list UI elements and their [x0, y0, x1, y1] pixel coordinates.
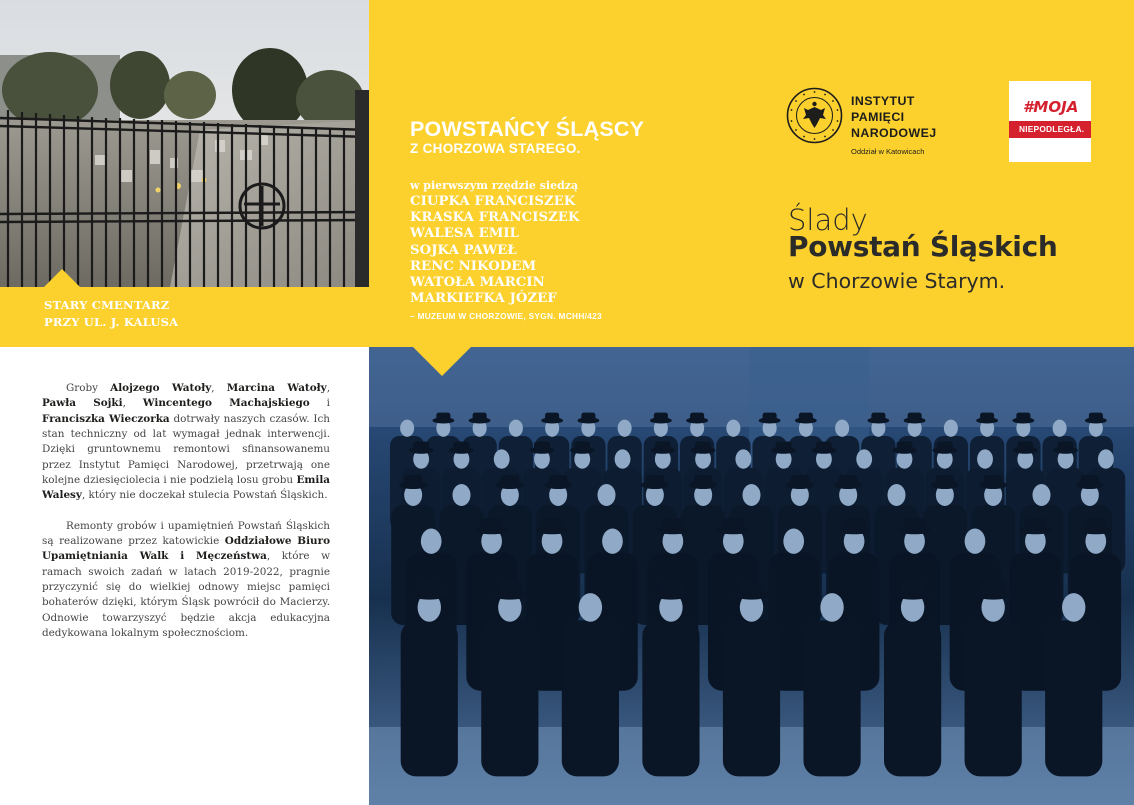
person-face — [965, 529, 986, 554]
person-hat — [549, 475, 567, 485]
bold-name: Pawła Sojki — [42, 397, 123, 410]
person-hat — [534, 441, 550, 450]
person-hat — [1085, 518, 1106, 530]
person-face — [726, 420, 740, 437]
photo-source-note: – MUZEUM W CHORZOWIE, SYGN. MCHH/423 — [410, 311, 602, 321]
person-hat — [663, 518, 684, 530]
person-face — [400, 420, 414, 437]
person-body — [965, 620, 1022, 776]
text-run: , — [122, 397, 143, 410]
list-item: KRASKA FRANCISZEK — [410, 210, 580, 226]
person-face — [1062, 593, 1085, 622]
text-run: Groby — [66, 382, 111, 394]
person-hat — [1081, 475, 1099, 485]
person-body — [401, 620, 458, 776]
person-hat — [980, 413, 994, 421]
person-face — [1033, 484, 1051, 506]
person-body — [642, 620, 699, 776]
person-face — [618, 420, 632, 437]
list-item: CIUPKA FRANCISZEK — [410, 194, 576, 209]
text-run: dotrwały naszych czasów. Ich stan techniczny od lat wymagał jednak interwencji. Dzięki gruntownemu remontowi sfinansowanemu przez Instytut Pamięci Narodowej, przetrwają one kolejne dziesięciolecia i nie podzielą losu grobu — [42, 412, 331, 487]
person-hat — [581, 413, 595, 421]
bold-name: Franciszka Wieczorka — [42, 412, 170, 425]
person-hat — [740, 581, 763, 594]
person-hat — [816, 441, 832, 450]
person-hat — [418, 581, 441, 594]
main-title-line1: Ślady — [788, 203, 868, 237]
photo-notch — [412, 346, 472, 376]
text-run: i — [309, 397, 330, 410]
cemetery-photo — [0, 0, 369, 287]
person-face — [602, 529, 623, 554]
body-paragraph-1 — [42, 381, 330, 504]
ipn-name-line3: NARODOWEJ — [851, 126, 937, 140]
person-hat — [937, 441, 953, 450]
ipn-branch: Oddział w Katowicach — [851, 147, 925, 156]
person-face — [1053, 420, 1067, 437]
list-item: MARKIEFKA JÓZEF — [410, 291, 557, 307]
person-body — [803, 620, 860, 776]
text-run: Remonty grobów i upamiętnień Powstań Śląskich są realizowane przez katowickie — [42, 519, 330, 548]
person-hat — [936, 475, 954, 485]
moja-sub: NIEPODLEGŁA. — [1019, 124, 1085, 134]
ipn-name-line2: PAMIĘCI — [851, 110, 905, 124]
person-body — [884, 620, 941, 776]
body-paragraph-2 — [42, 519, 330, 642]
person-hat — [839, 475, 857, 485]
body-text — [42, 381, 330, 642]
person-face — [977, 449, 993, 468]
person-hat — [473, 413, 487, 421]
person-hat — [901, 581, 924, 594]
person-face — [856, 449, 872, 468]
person-face — [820, 593, 843, 622]
ipn-seal-logo — [786, 87, 843, 144]
names-list — [410, 194, 580, 307]
person-face — [615, 449, 631, 468]
person-face — [783, 529, 804, 554]
person-hat — [871, 413, 885, 421]
list-item: WALESA EMIL — [410, 226, 520, 242]
group-photo — [369, 347, 1134, 805]
person-hat — [655, 441, 671, 450]
person-hat — [984, 475, 1002, 485]
bold-name: Wincentego Machajskiego — [142, 397, 310, 410]
person-hat — [908, 413, 922, 421]
person-hat — [776, 441, 792, 450]
group-subtitle: Z CHORZOWA STAREGO. — [410, 141, 581, 156]
person-hat — [1017, 441, 1033, 450]
main-title-line2: Powstań Śląskich — [788, 230, 1058, 263]
person-face — [944, 420, 958, 437]
bold-name: Oddziałowe Biuro Upamiętniania Walk i Męczeństwa — [42, 535, 330, 563]
person-face — [579, 593, 602, 622]
person-hat — [844, 518, 865, 530]
person-hat — [646, 475, 664, 485]
person-hat — [897, 441, 913, 450]
list-item: SOJKA PAWEŁ — [410, 242, 517, 258]
person-body — [562, 620, 619, 776]
person-hat — [1025, 518, 1046, 530]
bold-name: Alojzego Watoły — [110, 382, 212, 394]
person-hat — [659, 581, 682, 594]
person-face — [494, 449, 510, 468]
person-hat — [981, 581, 1004, 594]
main-title-line3: w Chorzowie Starym. — [788, 269, 1006, 293]
person-hat — [791, 475, 809, 485]
person-face — [888, 484, 906, 506]
text-run: , który nie doczekał stulecia Powstań Śląskich. — [81, 489, 328, 502]
person-body — [723, 620, 780, 776]
person-hat — [1089, 413, 1103, 421]
bold-name: Emila Walesy — [42, 474, 330, 502]
person-hat — [453, 441, 469, 450]
person-face — [421, 529, 442, 554]
caption-notch — [44, 269, 80, 287]
person-hat — [1016, 413, 1030, 421]
person-face — [735, 449, 751, 468]
person-face — [509, 420, 523, 437]
person-hat — [481, 518, 502, 530]
person-hat — [695, 441, 711, 450]
person-hat — [1058, 441, 1074, 450]
bold-name: Marcina Watoły — [226, 382, 327, 394]
person-face — [453, 484, 471, 506]
person-hat — [763, 413, 777, 421]
text-run: , — [326, 382, 330, 394]
person-hat — [574, 441, 590, 450]
person-hat — [694, 475, 712, 485]
cemetery-caption-line1: STARY CMENTARZ — [44, 298, 170, 312]
moja-niepodlegla-logo — [1009, 81, 1091, 162]
person-body — [1045, 620, 1102, 776]
list-item: RENC NIKODEM — [410, 258, 537, 274]
person-hat — [904, 518, 925, 530]
person-face — [743, 484, 761, 506]
person-hat — [542, 518, 563, 530]
person-face — [598, 484, 616, 506]
person-hat — [436, 413, 450, 421]
person-hat — [501, 475, 519, 485]
person-hat — [690, 413, 704, 421]
text-run: , — [211, 382, 227, 394]
moja-tag: #MOJA — [1023, 98, 1079, 116]
cemetery-caption-line2: PRZY UL. J. KALUSA — [44, 315, 179, 329]
ipn-name-line1: INSTYTUT — [851, 94, 915, 108]
person-hat — [498, 581, 521, 594]
person-hat — [799, 413, 813, 421]
person-hat — [723, 518, 744, 530]
person-body — [481, 620, 538, 776]
person-face — [1098, 449, 1114, 468]
person-face — [835, 420, 849, 437]
person-hat — [654, 413, 668, 421]
ipn-name — [851, 93, 937, 141]
group-title: POWSTAŃCY ŚLĄSCY — [410, 117, 645, 141]
person-hat — [545, 413, 559, 421]
person-hat — [404, 475, 422, 485]
text-run: , które w ramach swoich zadań w latach 2019-2022, pragnie przyczynić się do wielkiej odnowy miejsc pamięci bohaterów dzięki, którym Śląsk powrócił do Macierzy. Odnowie towarzyszyć będzie akcja edukacyjna dedykowana lokalnym społecznościom. — [42, 550, 330, 640]
person-hat — [413, 441, 429, 450]
row-intro: w pierwszym rzędzie siedzą — [410, 179, 579, 192]
list-item: WATOŁA MARCIN — [410, 275, 545, 291]
